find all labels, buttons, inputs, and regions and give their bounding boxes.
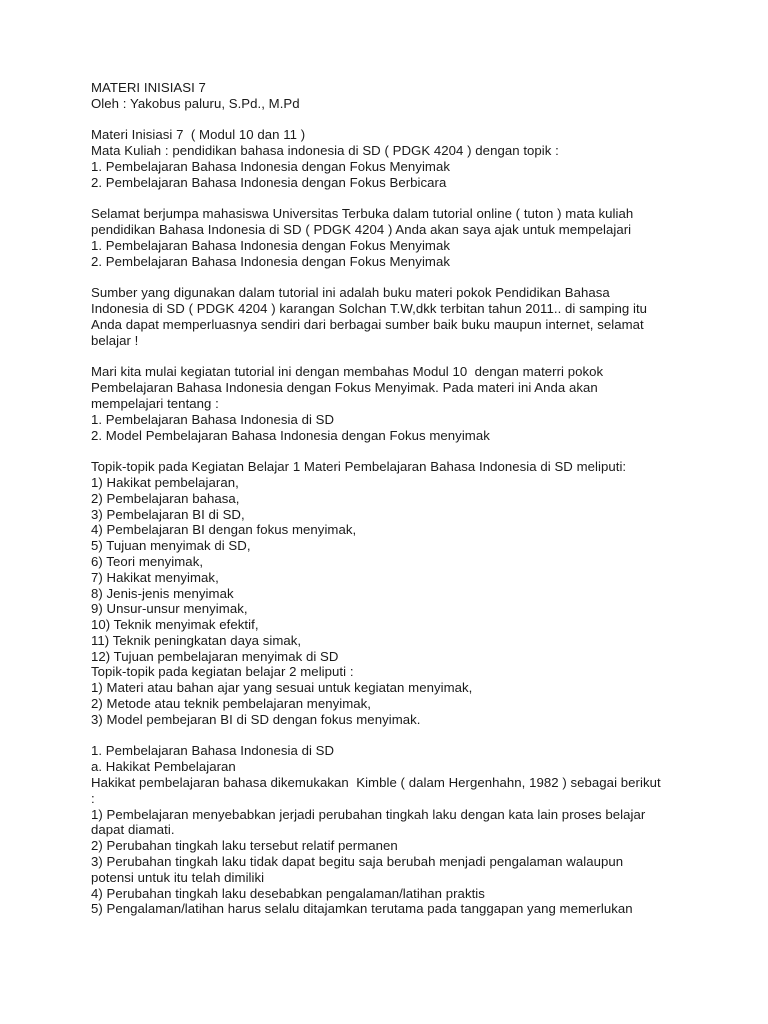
text-line: a. Hakikat Pembelajaran xyxy=(91,759,236,775)
text-line: belajar ! xyxy=(91,332,139,348)
text-line: 4) Pembelajaran BI dengan fokus menyimak, xyxy=(91,522,357,538)
text-line: 2) Perubahan tingkah laku tersebut relatif permanen xyxy=(91,838,398,854)
text-line: 1. Pembelajaran Bahasa Indonesia di SD xyxy=(91,411,335,427)
text-line: 3) Model pembejaran BI di SD dengan fokus menyimak. xyxy=(91,711,421,727)
text-line: 6) Teori menyimak, xyxy=(91,553,204,569)
text-line: Topik-topik pada kegiatan belajar 2 meliputi : xyxy=(91,664,354,680)
text-line: 2) Pembelajaran bahasa, xyxy=(91,490,240,506)
text-line: dapat diamati. xyxy=(91,822,175,838)
text-line: 12) Tujuan pembelajaran menyimak di SD xyxy=(91,648,339,664)
text-line: 1. Pembelajaran Bahasa Indonesia di SD xyxy=(91,743,335,759)
text-line: mempelajari tentang : xyxy=(91,395,219,411)
text-line: 5) Pengalaman/latihan harus selalu ditajamkan terutama pada tanggapan yang memerlukan xyxy=(91,901,633,917)
text-line: Hakikat pembelajaran bahasa dikemukakan Kimble ( dalam Hergenhahn, 1982 ) sebagai berikut xyxy=(91,775,661,791)
blank-line xyxy=(91,349,691,365)
text-line: 9) Unsur-unsur menyimak, xyxy=(91,601,248,617)
blank-line xyxy=(91,270,691,286)
text-line: 7) Hakikat menyimak, xyxy=(91,569,219,585)
text-line: 2. Pembelajaran Bahasa Indonesia dengan Fokus Menyimak xyxy=(91,253,450,269)
text-line: Sumber yang digunakan dalam tutorial ini adalah buku materi pokok Pendidikan Bahasa xyxy=(91,285,610,301)
text-line: 3) Perubahan tingkah laku tidak dapat begitu saja berubah menjadi pengalaman walaupun xyxy=(91,854,624,870)
text-line: 1. Pembelajaran Bahasa Indonesia dengan Fokus Menyimak xyxy=(91,158,450,174)
document-page xyxy=(91,80,691,917)
text-line: Anda dapat memperluasnya sendiri dari berbagai sumber baik buku maupun internet, selamat xyxy=(91,316,644,332)
text-line: : xyxy=(91,790,95,806)
text-line: 4) Perubahan tingkah laku desebabkan pengalaman/latihan praktis xyxy=(91,885,485,901)
text-line: MATERI INISIASI 7 xyxy=(91,80,206,95)
blank-line xyxy=(91,191,691,207)
text-line: Pembelajaran Bahasa Indonesia dengan Fokus Menyimak. Pada materi ini Anda akan xyxy=(91,380,598,396)
text-line: 2. Model Pembelajaran Bahasa Indonesia dengan Fokus menyimak xyxy=(91,427,490,443)
text-line: 1) Pembelajaran menyebabkan jerjadi perubahan tingkah laku dengan kata lain proses belajar xyxy=(91,806,646,822)
text-line: potensi untuk itu telah dimiliki xyxy=(91,869,265,885)
blank-line xyxy=(91,112,691,128)
text-line: Materi Inisiasi 7 ( Modul 10 dan 11 ) xyxy=(91,127,306,143)
text-line: 10) Teknik menyimak efektif, xyxy=(91,617,259,633)
text-line: 5) Tujuan menyimak di SD, xyxy=(91,538,251,554)
text-line: 8) Jenis-jenis menyimak xyxy=(91,585,234,601)
text-line: 2) Metode atau teknik pembelajaran menyimak, xyxy=(91,696,372,712)
text-line: 2. Pembelajaran Bahasa Indonesia dengan Fokus Berbicara xyxy=(91,174,447,190)
text-line: Selamat berjumpa mahasiswa Universitas Terbuka dalam tutorial online ( tuton ) mata kuliah xyxy=(91,206,634,222)
blank-line xyxy=(91,728,691,744)
text-line: 1) Hakikat pembelajaran, xyxy=(91,474,239,490)
text-line: 1. Pembelajaran Bahasa Indonesia dengan Fokus Menyimak xyxy=(91,237,450,253)
text-line: Topik-topik pada Kegiatan Belajar 1 Materi Pembelajaran Bahasa Indonesia di SD meliputi: xyxy=(91,459,627,475)
text-line: 11) Teknik peningkatan daya simak, xyxy=(91,632,302,648)
text-line: 1) Materi atau bahan ajar yang sesuai untuk kegiatan menyimak, xyxy=(91,680,473,696)
text-line: Mata Kuliah : pendidikan bahasa indonesia di SD ( PDGK 4204 ) dengan topik : xyxy=(91,143,559,159)
text-line: Indonesia di SD ( PDGK 4204 ) karangan Solchan T.W,dkk terbitan tahun 2011.. di samping itu xyxy=(91,301,648,317)
text-line: 3) Pembelajaran BI di SD, xyxy=(91,506,245,522)
text-line: pendidikan Bahasa Indonesia di SD ( PDGK 4204 ) Anda akan saya ajak untuk mempelajari xyxy=(91,222,632,238)
text-line: Oleh : Yakobus paluru, S.Pd., M.Pd xyxy=(91,95,300,111)
text-line: Mari kita mulai kegiatan tutorial ini dengan membahas Modul 10 dengan materri pokok xyxy=(91,364,604,380)
blank-line xyxy=(91,443,691,459)
